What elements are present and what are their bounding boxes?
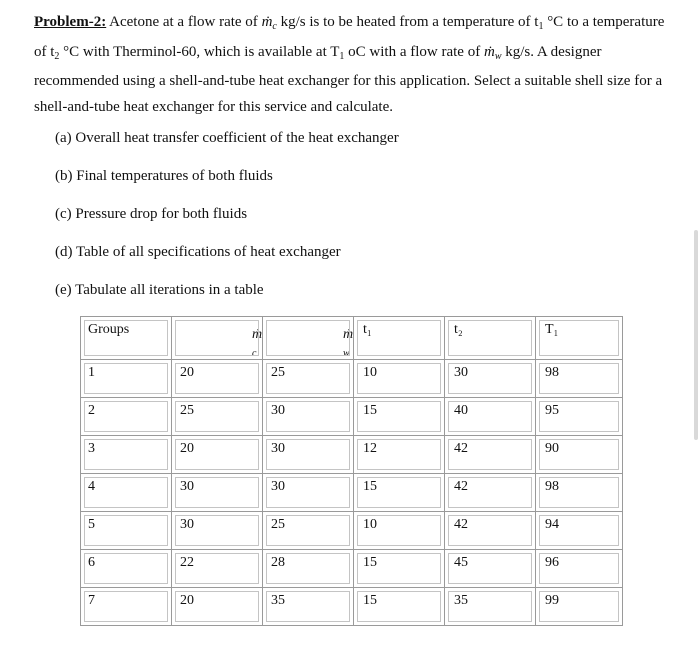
cell-t2: 35 — [445, 588, 536, 626]
cell-mc: 22 — [172, 550, 263, 588]
task-item-d: (d) Table of all specifications of heat exchanger — [55, 244, 341, 260]
problem-text-4: °C with Therminol-60, which is available at T — [59, 43, 340, 60]
table-row — [81, 436, 623, 474]
cell-T1: 94 — [536, 512, 623, 550]
cell-group: 3 — [81, 436, 172, 474]
problem-text-1: Acetone at a flow rate of — [106, 14, 262, 30]
problem-text-6: kg/s. A designer recommended using a shell-and-tube heat exchanger for this application. Select a suitable shell size for a shell-and-tube heat exchanger for this service and calculate. — [34, 43, 663, 115]
problem-text-5: oC with a flow rate of — [344, 43, 484, 60]
cell-mc: 20 — [172, 360, 263, 398]
m-dot-w-symbol: ṁ$_w$ — [483, 43, 502, 62]
task-item-a: (a) Overall heat transfer coefficient of the heat exchanger — [55, 130, 399, 146]
problem-label: Problem-2: — [34, 14, 107, 30]
header-groups: Groups — [81, 317, 172, 360]
header-t2: t₂ — [445, 317, 536, 360]
cell-mc: 30 — [172, 512, 263, 550]
table-row — [81, 360, 623, 398]
cell-t1: 15 — [354, 550, 445, 588]
cell-T1: 96 — [536, 550, 623, 588]
cell-t2: 42 — [445, 474, 536, 512]
cell-t1: 15 — [354, 398, 445, 436]
problem-text-3: °C to a temperature of t — [34, 14, 665, 60]
table-row — [81, 512, 623, 550]
header-mc: ṁ c — [172, 317, 263, 360]
header-T1: T₁ — [536, 317, 623, 360]
cell-t2: 40 — [445, 398, 536, 436]
cell-group: 5 — [81, 512, 172, 550]
cell-mc: 30 — [172, 474, 263, 512]
cell-mw: 25 — [263, 360, 354, 398]
cell-mc: 20 — [172, 436, 263, 474]
cell-t2: 42 — [445, 512, 536, 550]
cell-mw: 30 — [263, 474, 354, 512]
cell-mw: 30 — [263, 436, 354, 474]
task-item-b: (b) Final temperatures of both fluids — [55, 168, 273, 184]
problem-text-2: kg/s is to be heated from a temperature of t — [276, 14, 539, 30]
table-row — [81, 474, 623, 512]
table-row — [81, 398, 623, 436]
cell-mc: 25 — [172, 398, 263, 436]
cell-t1: 15 — [354, 474, 445, 512]
table-row — [81, 588, 623, 626]
cell-T1: 98 — [536, 360, 623, 398]
cell-t1: 12 — [354, 436, 445, 474]
cell-mw: 35 — [263, 588, 354, 626]
cell-group: 7 — [81, 588, 172, 626]
cell-mc: 20 — [172, 588, 263, 626]
table-header-row — [81, 317, 623, 360]
cell-t2: 42 — [445, 436, 536, 474]
table-row — [81, 550, 623, 588]
cell-group: 2 — [81, 398, 172, 436]
cell-t1: 10 — [354, 512, 445, 550]
cell-mw: 30 — [263, 398, 354, 436]
cell-group: 4 — [81, 474, 172, 512]
cell-mw: 28 — [263, 550, 354, 588]
cell-t2: 30 — [445, 360, 536, 398]
cell-group: 1 — [81, 360, 172, 398]
cell-T1: 90 — [536, 436, 623, 474]
cell-mw: 25 — [263, 512, 354, 550]
m-dot-c-symbol: ṁ$_c$ — [261, 14, 277, 32]
task-list — [55, 128, 399, 318]
cell-T1: 98 — [536, 474, 623, 512]
cell-t1: 10 — [354, 360, 445, 398]
cell-t1: 15 — [354, 588, 445, 626]
cell-T1: 95 — [536, 398, 623, 436]
cell-T1: 99 — [536, 588, 623, 626]
task-item-e: (e) Tabulate all iterations in a table — [55, 282, 264, 298]
scrollbar[interactable] — [694, 230, 698, 440]
header-t1: t₁ — [354, 317, 445, 360]
cell-group: 6 — [81, 550, 172, 588]
groups-table — [80, 316, 623, 626]
cell-t2: 45 — [445, 550, 536, 588]
header-mw: ṁ w — [263, 317, 354, 360]
task-item-c: (c) Pressure drop for both fluids — [55, 206, 248, 222]
problem-statement: Problem-2: Acetone at a flow rate of ṁ$_c$ kg/s is to be heated from a temperature of $t_1$ °C to a temperature of $t_2$ °C with Therminol-60, which is available at $T_1$ oC with a flow rate of ṁ$_w$ kg/s. A designer recommended using a shell-and-tube heat exchanger for this application. Select a suitable shell size for a shell-and-tube heat exchanger for this service and calculate. — [34, 14, 665, 115]
